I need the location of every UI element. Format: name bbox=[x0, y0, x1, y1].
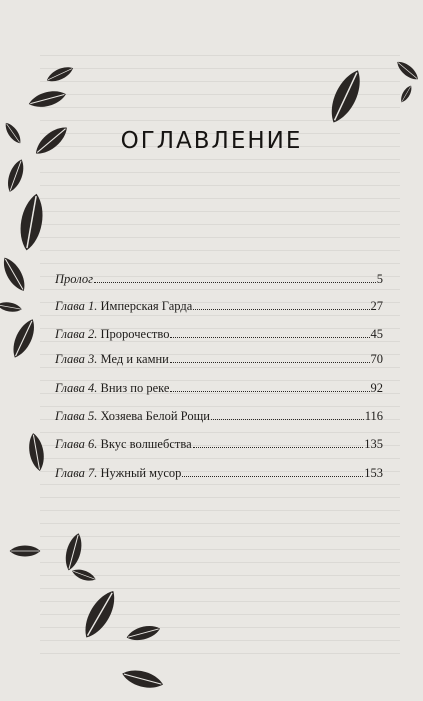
toc-entry-label: Глава 4. bbox=[55, 381, 98, 395]
leaf-icon bbox=[8, 543, 42, 564]
toc-entry-page: 135 bbox=[364, 437, 383, 451]
toc-entry-title: Вниз по реке bbox=[97, 381, 170, 395]
dot-leader bbox=[170, 362, 370, 363]
dot-leader bbox=[94, 282, 376, 283]
dot-leader bbox=[170, 391, 369, 392]
toc-entry-chapter-6 bbox=[55, 433, 383, 451]
toc-entry-page: 5 bbox=[376, 272, 383, 286]
toc-entry-title: Хозяева Белой Рощи bbox=[97, 409, 210, 423]
toc-entry-chapter-1 bbox=[55, 295, 383, 313]
toc-entry-page: 45 bbox=[370, 327, 383, 341]
toc-entry-page: 27 bbox=[370, 299, 383, 313]
dot-leader bbox=[211, 419, 364, 420]
toc-entry-chapter-7 bbox=[55, 462, 383, 480]
toc-entry-label: Глава 5. bbox=[55, 409, 98, 423]
toc-entry-chapter-2 bbox=[55, 323, 383, 341]
toc-entry-title: Нужный мусор bbox=[97, 466, 182, 480]
dot-leader bbox=[182, 476, 363, 477]
toc-entry-label: Глава 2. bbox=[55, 327, 98, 341]
leaf-icon bbox=[115, 662, 168, 701]
toc-entry-page: 70 bbox=[370, 352, 383, 366]
toc-entry-page: 116 bbox=[364, 409, 383, 423]
toc-entry-label: Глава 7. bbox=[55, 466, 98, 480]
toc-entry-page: 153 bbox=[364, 466, 383, 480]
toc-entry-label: Пролог bbox=[55, 272, 93, 286]
toc-entry-label: Глава 3. bbox=[55, 352, 98, 366]
dot-leader bbox=[170, 337, 369, 338]
toc-entry-chapter-4 bbox=[55, 377, 383, 395]
dot-leader bbox=[193, 447, 364, 448]
toc-entry-chapter-3 bbox=[55, 348, 383, 366]
toc-entry-label: Глава 6. bbox=[55, 437, 98, 451]
toc-entry-chapter-5 bbox=[55, 405, 383, 423]
toc-entry-prologue bbox=[55, 268, 383, 286]
toc-entry-title: Пророчество bbox=[97, 327, 170, 341]
toc-entry-title: Имперская Гарда bbox=[97, 299, 193, 313]
leaf-icon bbox=[0, 251, 34, 299]
toc-entry-label: Глава 1. bbox=[55, 299, 98, 313]
toc-entry-title: Вкус волшебства bbox=[97, 437, 192, 451]
toc-entry-page: 92 bbox=[370, 381, 383, 395]
page-title: ОГЛАВЛЕНИЕ bbox=[120, 128, 303, 154]
dot-leader bbox=[193, 309, 369, 310]
toc-entry-title: Мед и камни bbox=[97, 352, 169, 366]
